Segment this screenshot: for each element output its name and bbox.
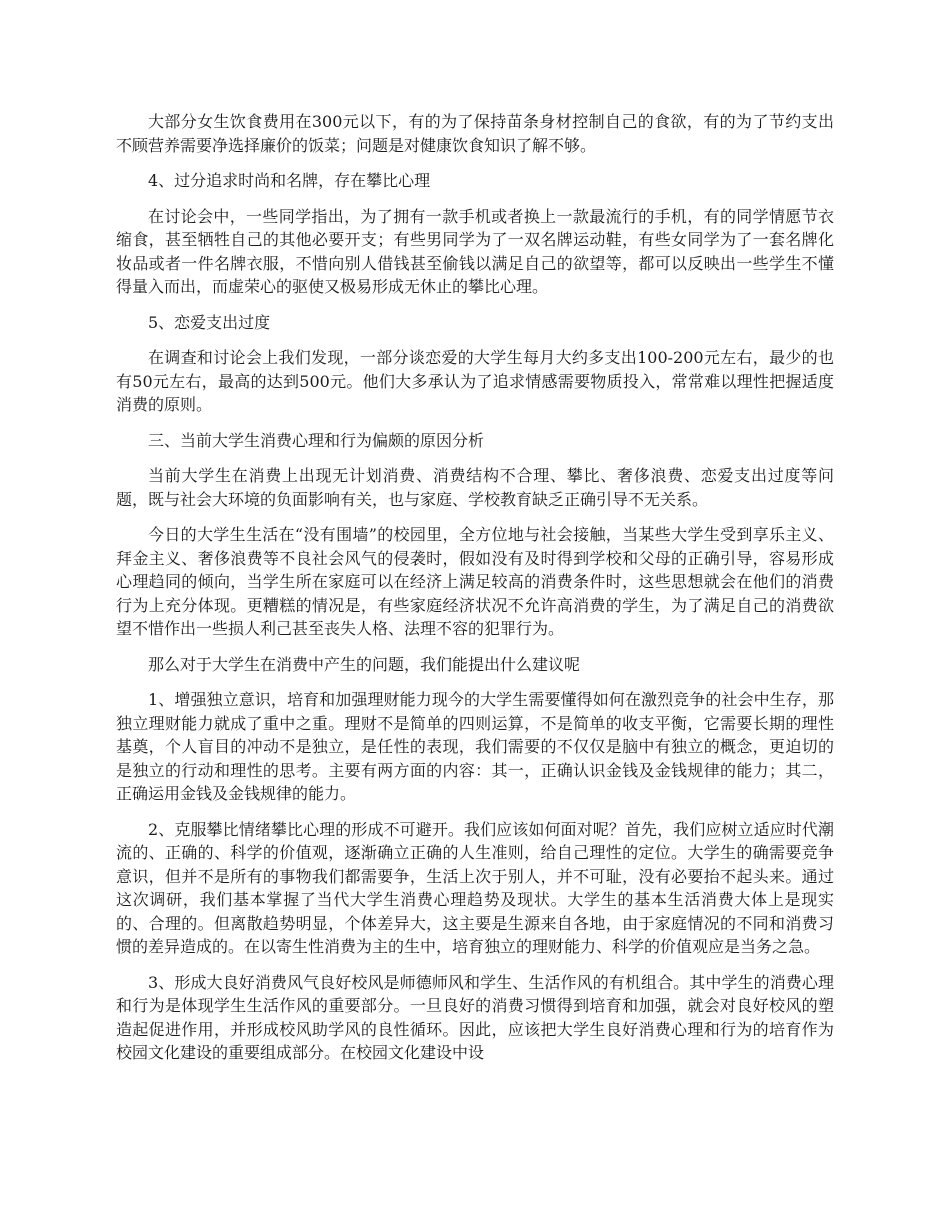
paragraph-suggestion-comparison: 2、克服攀比情绪攀比心理的形成不可避开。我们应该如何面对呢？首先，我们应树立适应时代潮流的、正确的、科学的价值观，逐渐确立正确的人生准则，给自己理性的定位。大学生的确需要竞争意识，但并不是所有的事物我们都需要争，生活上次于别人，并不可耻，没有必要抬不起头来。通过这次调研，我们基本掌握了当代大学生消费心理趋势及现状。大学生的基本生活消费大体上是现实的、合理的。但离散趋势明显，个体差异大，这主要是生源来自各地，由于家庭情况的不同和消费习惯的差异造成的。在以寄生性消费为主的生中，培育独立的理财能力、科学的价值观应是当务之急。 bbox=[116, 819, 834, 956]
paragraph-comparison-mentality: 在讨论会中，一些同学指出，为了拥有一款手机或者换上一款最流行的手机，有的同学情愿节衣缩食，甚至牺牲自己的其他必要开支；有些男同学为了一双名牌运动鞋，有些女同学为了一套名牌化妆品或者一件名牌衣服，不惜向别人借钱甚至偷钱以满足自己的欲望等，都可以反映出一些学生不懂得量入而出，而虚荣心的驱使又极易形成无休止的攀比心理。 bbox=[116, 206, 834, 296]
paragraph-diet-spending: 大部分女生饮食费用在300元以下，有的为了保持苗条身材控制自己的食欲，有的为了节约支出不顾营养需要净选择廉价的饭菜；问题是对健康饮食知识了解不够。 bbox=[116, 112, 834, 155]
paragraph-suggestion-school-culture: 3、形成大良好消费风气良好校风是师德师风和学生、生活作风的有机组合。其中学生的消费心理和行为是体现学生生活作风的重要部分。一旦良好的消费习惯得到培育和加强，就会对良好校风的塑造起促进作用，并形成校风助学风的良性循环。因此，应该把大学生良好消费心理和行为的培育作为校园文化建设的重要组成部分。在校园文化建设中设 bbox=[116, 972, 834, 1062]
heading-romance-spending: 5、恋爱支出过度 bbox=[148, 312, 271, 332]
paragraph-social-influence: 今日的大学生生活在“没有围墙”的校园里，全方位地与社会接触，当某些大学生受到享乐主义、拜金主义、奢侈浪费等不良社会风气的侵袭时，假如没有及时得到学校和父母的正确引导，容易形成心理趋同的倾向，当学生所在家庭可以在经济上满足较高的消费条件时，这些思想就会在他们的消费行为上充分体现。更糟糕的情况是，有些家庭经济状况不允许高消费的学生，为了满足自己的消费欲望不惜作出一些损人利己甚至丧失人格、法理不容的犯罪行为。 bbox=[116, 525, 834, 638]
paragraph-suggestion-independence: 1、增强独立意识，培育和加强理财能力现今的大学生需要懂得如何在激烈竞争的社会中生存，那独立理财能力就成了重中之重。理财不是简单的四则运算，不是简单的收支平衡，它需要长期的理性基奠，个人盲目的冲动不是独立，是任性的表现，我们需要的不仅仅是脑中有独立的概念，更迫切的是独立的行动和理性的思考。主要有两方面的内容：其一，正确认识金钱及金钱规律的能力；其二，正确运用金钱及金钱规律的能力。 bbox=[116, 690, 834, 803]
heading-cause-analysis: 三、当前大学生消费心理和行为偏颇的原因分析 bbox=[148, 430, 485, 450]
heading-suggestions: 那么对于大学生在消费中产生的问题，我们能提出什么建议呢 bbox=[148, 654, 581, 674]
paragraph-cause-overview: 当前大学生在消费上出现无计划消费、消费结构不合理、攀比、奢侈浪费、恋爱支出过度等问题，既与社会大环境的负面影响有关，也与家庭、学校教育缺乏正确引导不无关系。 bbox=[116, 466, 834, 509]
paragraph-romance-spending: 在调查和讨论会上我们发现，一部分谈恋爱的大学生每月大约多支出100-200元左右，最少的也有50元左右，最高的达到500元。他们大多承认为了追求情感需要物质投入，常常难以理性把握适度消费的原则。 bbox=[116, 348, 834, 414]
heading-fashion-brands: 4、过分追求时尚和名牌，存在攀比心理 bbox=[148, 171, 431, 190]
